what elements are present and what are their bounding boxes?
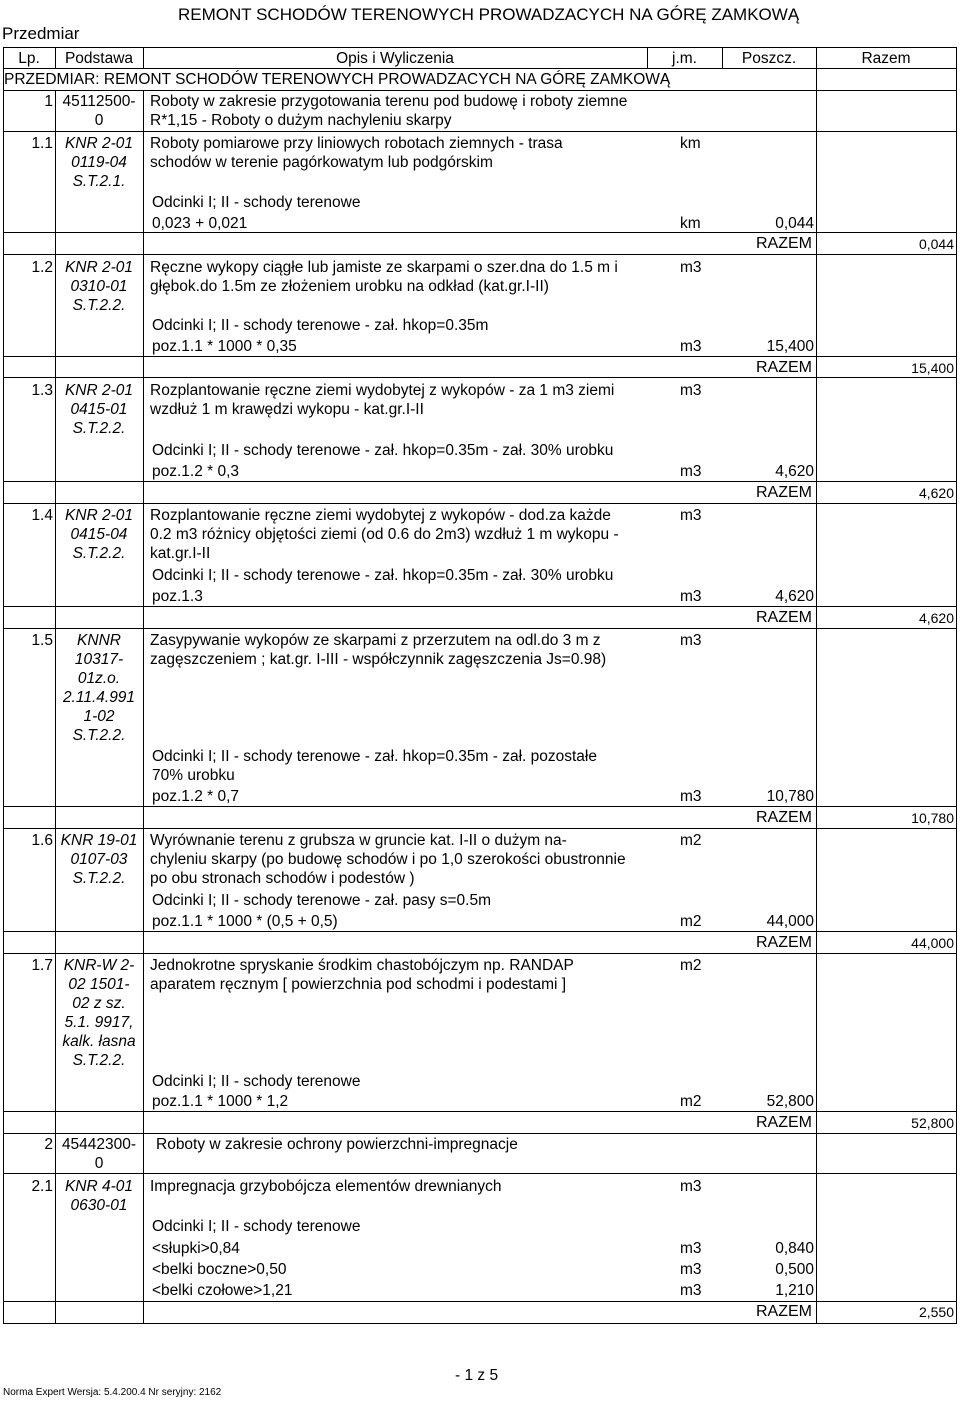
section-code: 45112500- bbox=[62, 93, 136, 110]
item-code: 02 z sz. bbox=[72, 995, 126, 1012]
item-description: Zasypywanie wykopów ze skarpami z przerzutem na odl.do 3 m z bbox=[150, 632, 601, 649]
item-code: 2.11.4.991 bbox=[62, 689, 136, 706]
calc-text: <belki czołowe>1,21 bbox=[152, 1282, 293, 1299]
razem-label: RAZEM bbox=[756, 235, 812, 252]
calc-text: 0,023 + 0,021 bbox=[152, 215, 248, 232]
item-description: Impregnacja grzybobójcza elementów drewnianych bbox=[150, 1178, 502, 1195]
item-note: Odcinki I; II - schody terenowe bbox=[152, 194, 361, 211]
item-code: S.T.2.2. bbox=[72, 1052, 126, 1069]
item-code: S.T.2.2. bbox=[72, 870, 126, 887]
item-note: Odcinki I; II - schody terenowe bbox=[152, 1218, 361, 1235]
calc-value: 4,620 bbox=[775, 463, 814, 480]
calc-value: 1,210 bbox=[775, 1282, 814, 1299]
razem-label: RAZEM bbox=[756, 934, 812, 951]
item-code: KNR 19-01 bbox=[60, 832, 138, 849]
document-title: REMONT SCHODÓW TERENOWYCH PROWADZACYCH NA GÓRĘ ZAMKOWĄ bbox=[178, 5, 800, 24]
item-note: Odcinki I; II - schody terenowe bbox=[152, 1073, 361, 1090]
item-code: 5.1. 9917, bbox=[64, 1014, 134, 1031]
section-description: Roboty w zakresie ochrony powierzchni-impregnacje bbox=[156, 1136, 518, 1153]
calc-text: poz.1.1 * 1000 * (0,5 + 0,5) bbox=[152, 913, 338, 930]
item-code: S.T.2.2. bbox=[72, 420, 126, 437]
calc-unit: m3 bbox=[680, 1282, 702, 1299]
item-note: 70% urobku bbox=[152, 767, 235, 784]
item-description: schodów w terenie pagórkowatym lub podgórskim bbox=[150, 154, 493, 171]
item-lp: 1.3 bbox=[31, 382, 53, 399]
razem-value: 44,000 bbox=[911, 935, 954, 951]
item-description: głębok.do 1.5m ze złożeniem urobku na odkład (kat.gr.I-II) bbox=[150, 278, 549, 295]
section-description: R*1,15 - Roboty o dużym nachyleniu skarpy bbox=[150, 112, 452, 129]
calc-value: 15,400 bbox=[766, 338, 814, 355]
item-code: S.T.2.2. bbox=[72, 545, 126, 562]
item-unit: m3 bbox=[680, 1178, 702, 1195]
item-unit: m3 bbox=[680, 259, 702, 276]
item-description: chyleniu skarpy (po budowę schodów i po 1,0 szerokości obustronnie bbox=[150, 851, 626, 868]
item-code: KNR 2-01 bbox=[64, 259, 134, 276]
razem-value: 10,780 bbox=[911, 810, 954, 826]
item-lp: 1.7 bbox=[31, 957, 53, 974]
razem-value: 4,620 bbox=[918, 485, 954, 501]
item-code: 01z.o. bbox=[77, 670, 121, 687]
item-code: S.T.2.2. bbox=[72, 727, 126, 744]
item-code: kalk. łasna bbox=[62, 1033, 136, 1050]
document-subtitle: Przedmiar bbox=[2, 24, 80, 43]
calc-unit: m3 bbox=[680, 1240, 702, 1257]
calc-text: poz.1.2 * 0,3 bbox=[152, 463, 240, 480]
calc-text: <słupki>0,84 bbox=[152, 1240, 240, 1257]
item-note: Odcinki I; II - schody terenowe - zał. pasy s=0.5m bbox=[152, 892, 491, 909]
calc-unit: m3 bbox=[680, 338, 702, 355]
razem-label: RAZEM bbox=[756, 1114, 812, 1131]
calc-unit: m3 bbox=[680, 1261, 702, 1278]
column-header-lp: Lp. bbox=[18, 50, 40, 67]
razem-value: 52,800 bbox=[911, 1115, 954, 1131]
item-code: KNR 2-01 bbox=[64, 382, 134, 399]
item-description: Rozplantowanie ręczne ziemi wydobytej z wykopów - dod.za każde bbox=[150, 507, 611, 524]
item-code: 0310-01 bbox=[70, 278, 128, 295]
calc-unit: m2 bbox=[680, 1093, 702, 1110]
calc-value: 4,620 bbox=[775, 588, 814, 605]
item-description: Ręczne wykopy ciągłe lub jamiste ze skarpami o szer.dna do 1.5 m i bbox=[150, 259, 618, 276]
item-description: Jednokrotne spryskanie środkim chastobójczym np. RANDAP bbox=[150, 957, 574, 974]
item-code: 02 1501- bbox=[68, 976, 130, 993]
calc-value: 10,780 bbox=[766, 788, 814, 805]
item-lp: 1.4 bbox=[31, 507, 53, 524]
item-unit: m3 bbox=[680, 632, 702, 649]
calc-unit: m3 bbox=[680, 463, 702, 480]
calc-value: 0,840 bbox=[775, 1240, 814, 1257]
item-code: KNR 4-01 bbox=[64, 1178, 134, 1195]
item-code: 0107-03 bbox=[70, 851, 128, 868]
calc-text: <belki boczne>0,50 bbox=[152, 1261, 287, 1278]
razem-value: 15,400 bbox=[911, 360, 954, 376]
calc-text: poz.1.2 * 0,7 bbox=[152, 788, 240, 805]
calc-value: 0,044 bbox=[775, 215, 814, 232]
item-note: Odcinki I; II - schody terenowe - zał. hkop=0.35m bbox=[152, 317, 489, 334]
item-code: S.T.2.2. bbox=[72, 297, 126, 314]
section-lp: 2 bbox=[44, 1136, 53, 1153]
item-lp: 2.1 bbox=[31, 1178, 53, 1195]
item-lp: 1.5 bbox=[31, 632, 53, 649]
item-code: S.T.2.1. bbox=[72, 173, 126, 190]
calc-value: 44,000 bbox=[766, 913, 814, 930]
item-note: Odcinki I; II - schody terenowe - zał. hkop=0.35m - zał. 30% urobku bbox=[152, 567, 614, 584]
razem-value: 0,044 bbox=[918, 236, 954, 252]
item-description: zagęszczeniem ; kat.gr. I-III - współczynnik zagęszczenia Js=0.98) bbox=[150, 651, 607, 668]
item-unit: km bbox=[680, 135, 701, 152]
item-code: KNNR bbox=[77, 632, 121, 649]
item-unit: m3 bbox=[680, 382, 702, 399]
software-info: Norma Expert Wersja: 5.4.200.4 Nr seryjny: 2162 bbox=[3, 1387, 222, 1398]
item-description: aparatem ręcznym [ powierzchnia pod schodmi i podestami ] bbox=[150, 976, 567, 993]
section-code: 0 bbox=[94, 1155, 104, 1172]
item-description: kat.gr.I-II bbox=[150, 545, 211, 562]
item-description: Rozplantowanie ręczne ziemi wydobytej z wykopów - za 1 m3 ziemi bbox=[150, 382, 615, 399]
item-lp: 1.1 bbox=[31, 135, 53, 152]
item-code: 0630-01 bbox=[70, 1197, 128, 1214]
item-lp: 1.2 bbox=[31, 259, 53, 276]
calc-unit: m2 bbox=[680, 913, 702, 930]
calc-text: poz.1.1 * 1000 * 0,35 bbox=[152, 338, 297, 355]
item-code: 0415-01 bbox=[70, 401, 128, 418]
razem-label: RAZEM bbox=[756, 609, 812, 626]
item-description: wzdłuż 1 m krawędzi wykopu - kat.gr.I-II bbox=[150, 401, 424, 418]
item-description: Roboty pomiarowe przy liniowych robotach ziemnych - trasa bbox=[150, 135, 563, 152]
przedmiar-title: PRZEDMIAR: REMONT SCHODÓW TERENOWYCH PROWADZACYCH NA GÓRĘ ZAMKOWĄ bbox=[4, 71, 671, 88]
section-code: 0 bbox=[94, 112, 104, 129]
calc-unit: m3 bbox=[680, 588, 702, 605]
item-unit: m2 bbox=[680, 957, 702, 974]
item-unit: m2 bbox=[680, 832, 702, 849]
section-code: 45442300- bbox=[61, 1136, 137, 1153]
razem-label: RAZEM bbox=[756, 809, 812, 826]
calc-unit: km bbox=[680, 215, 701, 232]
item-code: 0415-04 bbox=[70, 526, 128, 543]
calc-text: poz.1.1 * 1000 * 1,2 bbox=[152, 1093, 289, 1110]
column-header-razem: Razem bbox=[861, 50, 911, 67]
item-lp: 1.6 bbox=[31, 832, 53, 849]
column-header-podstawa: Podstawa bbox=[64, 50, 134, 67]
calc-text: poz.1.3 bbox=[152, 588, 203, 605]
item-description: Wyrównanie terenu z grubsza w gruncie kat. I-II o dużym na- bbox=[150, 832, 567, 849]
calc-value: 0,500 bbox=[775, 1261, 814, 1278]
razem-value: 2,550 bbox=[918, 1304, 954, 1320]
item-note: Odcinki I; II - schody terenowe - zał. hkop=0.35m - zał. pozostałe bbox=[152, 748, 597, 765]
calc-value: 52,800 bbox=[766, 1093, 814, 1110]
page-number: - 1 z 5 bbox=[455, 1367, 499, 1384]
item-code: 0119-04 bbox=[71, 154, 127, 171]
item-description: 0.2 m3 różnicy objętości ziemi (od 0.6 do 2m3) wzdłuż 1 m wykopu - bbox=[150, 526, 619, 543]
item-code: 1-02 bbox=[83, 708, 115, 725]
section-description: Roboty w zakresie przygotowania terenu pod budowę i roboty ziemne bbox=[150, 93, 628, 110]
item-description: po obu stronach schodów i podestów ) bbox=[150, 870, 415, 887]
calc-unit: m3 bbox=[680, 788, 702, 805]
item-note: Odcinki I; II - schody terenowe - zał. hkop=0.35m - zał. 30% urobku bbox=[152, 442, 614, 459]
column-header-jm: j.m. bbox=[672, 50, 697, 67]
column-header-opis: Opis i Wyliczenia bbox=[336, 50, 454, 67]
item-code: KNR 2-01 bbox=[64, 507, 134, 524]
item-code: KNR-W 2- bbox=[63, 957, 135, 974]
razem-label: RAZEM bbox=[756, 1303, 812, 1320]
item-unit: m3 bbox=[680, 507, 702, 524]
column-header-poszcz: Poszcz. bbox=[741, 50, 797, 67]
razem-label: RAZEM bbox=[756, 359, 812, 376]
razem-value: 4,620 bbox=[918, 610, 954, 626]
section-lp: 1 bbox=[44, 93, 53, 110]
razem-label: RAZEM bbox=[756, 484, 812, 501]
item-code: 10317- bbox=[74, 651, 124, 668]
item-code: KNR 2-01 bbox=[64, 135, 134, 152]
